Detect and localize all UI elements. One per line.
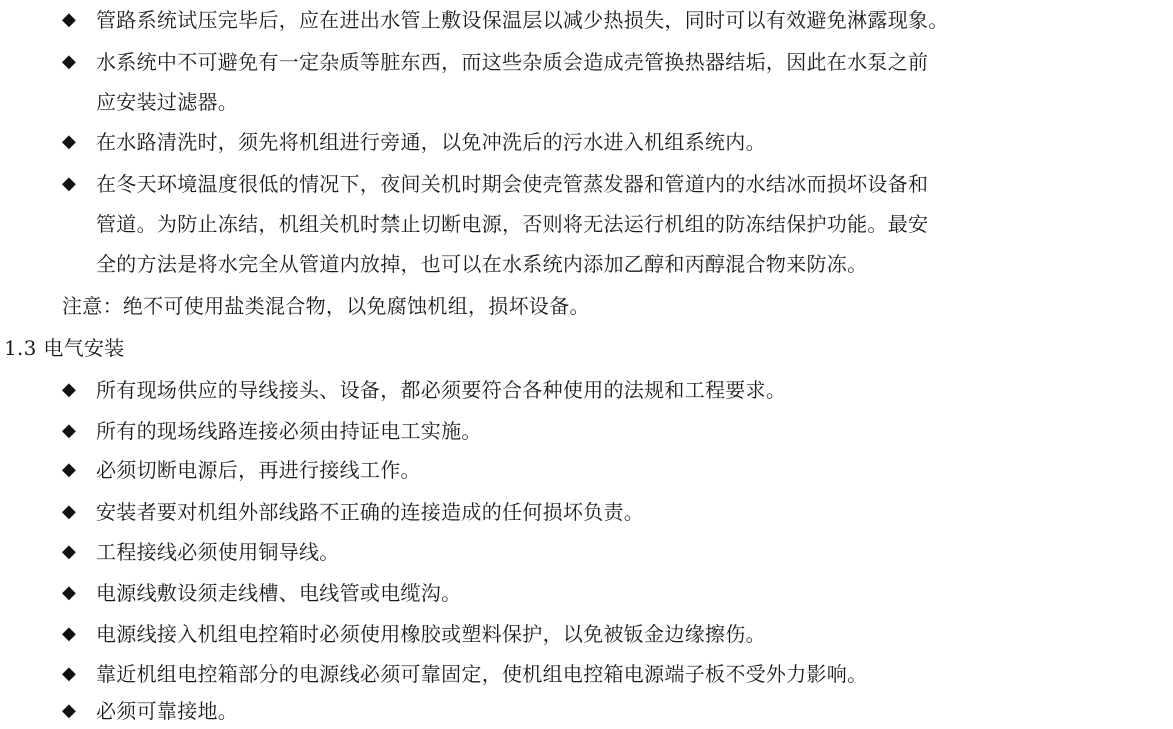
list-item-text: 靠近机组电控箱部分的电源线必须可靠固定，使机组电控箱电源端子板不受外力影响。	[96, 662, 868, 686]
diamond-bullet-icon: ◆	[62, 582, 77, 603]
list-item-text: 在冬天环境温度很低的情况下，夜间关机时期会使壳管蒸发器和管道内的水结冰而损坏设备和	[96, 172, 929, 196]
list-item-continuation: 全的方法是将水完全从管道内放掉，也可以在水系统内添加乙醇和丙醇混合物来防冻。	[96, 252, 868, 276]
list-item-text: 电源线接入机组电控箱时必须使用橡胶或塑料保护，以免被钣金边缘擦伤。	[96, 622, 766, 646]
list-item-text: 电源线敷设须走线槽、电线管或电缆沟。	[96, 581, 462, 605]
diamond-bullet-icon: ◆	[62, 501, 77, 522]
list-item-text: 所有的现场线路连接必须由持证电工实施。	[96, 419, 482, 443]
diamond-bullet-icon: ◆	[62, 459, 77, 480]
diamond-bullet-icon: ◆	[62, 173, 77, 194]
list-item-text: 管路系统试压完毕后，应在进出水管上敷设保温层以减少热损失，同时可以有效避免淋露现象。	[96, 8, 949, 32]
diamond-bullet-icon: ◆	[62, 623, 77, 644]
list-item-text: 必须可靠接地。	[96, 699, 239, 723]
diamond-bullet-icon: ◆	[62, 663, 77, 684]
section-heading: 1.3 电气安装	[4, 336, 125, 360]
list-item-text: 所有现场供应的导线接头、设备，都必须要符合各种使用的法规和工程要求。	[96, 378, 787, 402]
diamond-bullet-icon: ◆	[62, 131, 77, 152]
diamond-bullet-icon: ◆	[62, 9, 77, 30]
diamond-bullet-icon: ◆	[62, 700, 77, 721]
list-item-continuation: 应安装过滤器。	[96, 90, 239, 114]
list-item-text: 工程接线必须使用铜导线。	[96, 540, 340, 564]
diamond-bullet-icon: ◆	[62, 379, 77, 400]
list-item-text: 安装者要对机组外部线路不正确的连接造成的任何损坏负责。	[96, 500, 645, 524]
diamond-bullet-icon: ◆	[62, 541, 77, 562]
diamond-bullet-icon: ◆	[62, 51, 77, 72]
list-item-text: 水系统中不可避免有一定杂质等脏东西，而这些杂质会造成壳管换热器结垢，因此在水泵之前	[96, 50, 929, 74]
diamond-bullet-icon: ◆	[62, 420, 77, 441]
list-item-continuation: 管道。为防止冻结，机组关机时禁止切断电源，否则将无法运行机组的防冻结保护功能。最安	[96, 212, 929, 236]
list-item-text: 必须切断电源后，再进行接线工作。	[96, 458, 421, 482]
list-item-text: 在水路清洗时，须先将机组进行旁通，以免冲洗后的污水进入机组系统内。	[96, 130, 766, 154]
note-text: 注意：绝不可使用盐类混合物，以免腐蚀机组，损坏设备。	[62, 294, 590, 318]
